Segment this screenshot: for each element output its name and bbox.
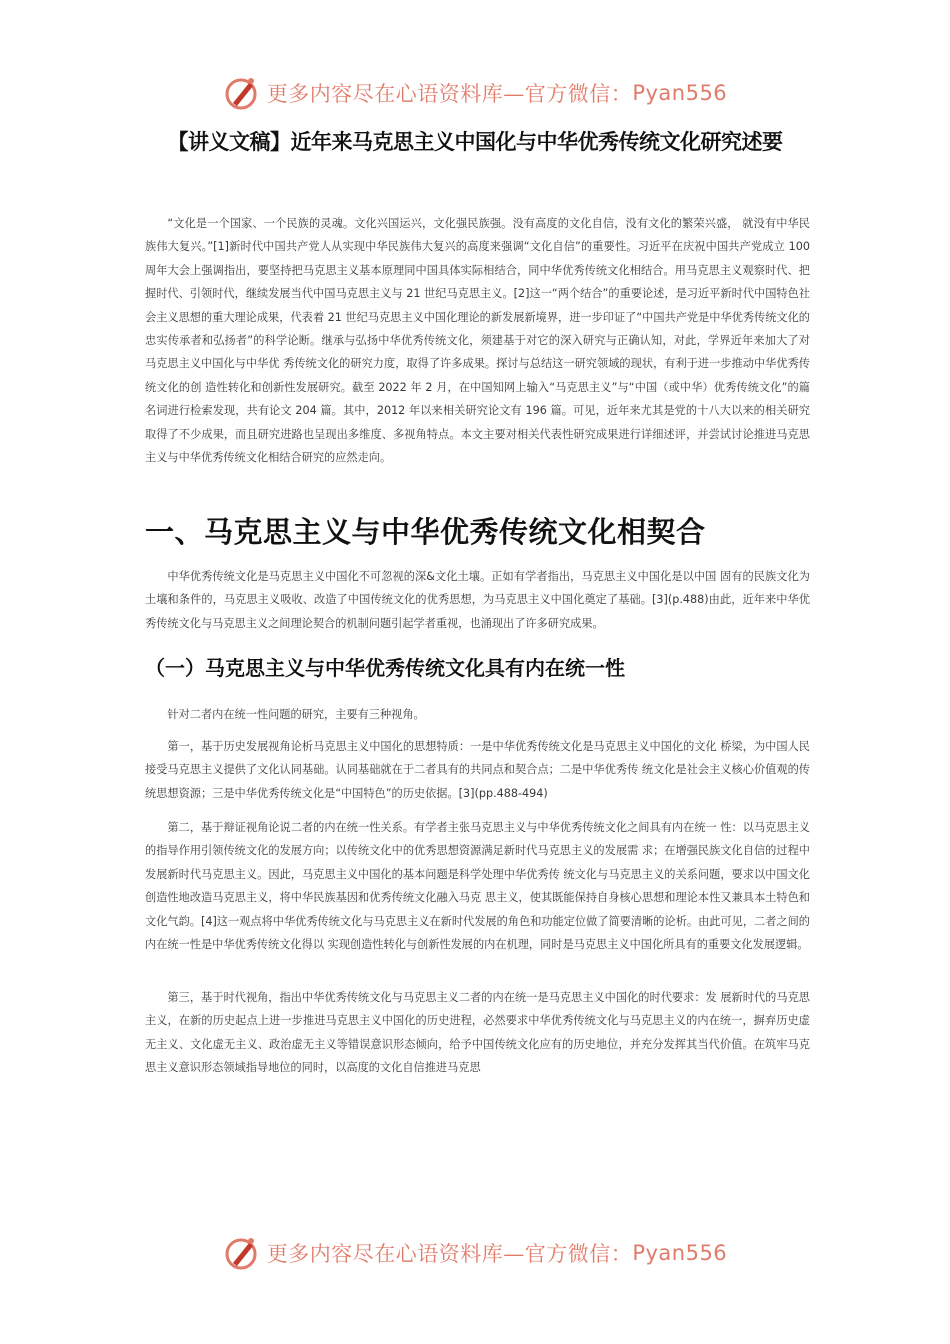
point-3-paragraph: 第三，基于时代视角，指出中华优秀传统文化与马克思主义二者的内在统一是马克思主义中国化的时代要求：发 展新时代的马克思主义，在新的历史起点上进一步推进马克思主义中国化的历史进程，必然要求中华优秀传统文化与马克思主义的内在统一，摒弃历史虚无主义、文化虚无主义、政治虚无主义等错误意识形态倾向，给予中国传统文化应有的历史地位，并充分发挥其当代价值。在筑牢马克思主义意识形态领域指导地位的同时，以高度的文化自信推进马克思 xyxy=(145,991,810,1075)
header-banner xyxy=(0,68,950,118)
subsection-heading-1: （一）马克思主义与中华优秀传统文化具有内在统一性 xyxy=(145,656,625,680)
section-1-paragraph: 中华优秀传统文化是马克思主义中国化不可忽视的深&文化土壤。正如有学者指出，马克思主义中国化是以中国 固有的民族文化为土壤和条件的，马克思主义吸收、改造了中国传统文化的优秀思想，为马克思主义中国化奠定了基础。[3](p.488)由此，近年来中华优秀传统文化与马克思主义之间理论契合的机制问题引起学者重视，也涌现出了许多研究成果。 xyxy=(145,570,810,630)
document-title: 【讲义文稿】近年来马克思主义中国化与中华优秀传统文化研究述要 xyxy=(167,130,783,154)
section-heading-1: 一、马克思主义与中华优秀传统文化相契合 xyxy=(145,515,706,549)
footer-banner xyxy=(0,1228,950,1278)
banner-text: 更多内容尽在心语资料库—官方微信： xyxy=(266,82,633,106)
point-1-paragraph: 第一，基于历史发展视角论析马克思主义中国化的思想特质：一是中华优秀传统文化是马克思主义中国化的文化 桥梁，为中国人民接受马克思主义提供了文化认同基础。认同基础就在于二者具有的共同点和契合点；二是中华优秀传 统文化是社会主义核心价值观的传统思想资源；三是中华优秀传统文化是“中国特色”的历史依据。[3](pp.488-494) xyxy=(145,740,810,800)
subsection-intro-paragraph: 针对二者内在统一性问题的研究，主要有三种视角。 xyxy=(167,708,425,721)
intro-paragraph: “文化是一个国家、一个民族的灵魂。文化兴国运兴，文化强民族强。没有高度的文化自信，没有文化的繁荣兴盛， 就没有中华民族伟大复兴。”[1]新时代中国共产党人从实现中华民族伟大复兴的高度来强调“文化自信”的重要性。习近平在庆祝中国共产党成立 100 周年大会上强调指出，要坚持把马克思主义基本原理同中国具体实际相结合，同中华优秀传统文化相结合。用马克思主义观察时代、把握时代、引领时代，继续发展当代中国马克思主义与 21 世纪马克思主义。[2]这一“两个结合”的重要论述，是习近平新时代中国特色社会主义思想的重大理论成果，代表着 21 世纪马克思主义中国化理论的新发展新境界，进一步印证了“中国共产党是中华优秀传统文化的忠实传承者和弘扬者”的科学论断。继承与弘扬中华优秀传统文化，须建基于对它的深入研究与正确认知，对此，学界近年来加大了对马克思主义中国化与中华优 秀传统文化的研究力度，取得了许多成果。探讨与总结这一研究领域的现状，有利于进一步推动中华优秀传统文化的创 造性转化和创新性发展研究。截至 2022 年 2 月，在中国知网上输入“马克思主义”与“中国（或中华）优秀传统文化”的篇名词进行检索发现，共有论文 204 篇。其中，2012 年以来相关研究论文有 196 篇。可见，近年来尤其是党的十八大以来的相关研究取得了不少成果，而且研究进路也呈现出多维度、多视角特点。本文主要对相关代表性研究成果进行详细述评，并尝试讨论推进马克思主义与中华优秀传统文化相结合研究的应然走向。 xyxy=(145,217,810,465)
pen-circle-logo-icon xyxy=(223,73,263,113)
wechat-id: Pyan556 xyxy=(632,81,728,105)
pen-circle-logo-icon xyxy=(223,1233,263,1273)
banner-text: 更多内容尽在心语资料库—官方微信： xyxy=(266,1242,633,1266)
wechat-id: Pyan556 xyxy=(632,1241,728,1265)
point-2-paragraph: 第二，基于辩证视角论说二者的内在统一性关系。有学者主张马克思主义与中华优秀传统文化之间具有内在统一 性：以马克思主义的指导作用引领传统文化的发展方向；以传统文化中的优秀思想资源满足新时代马克思主义的发展需 求；在增强民族文化自信的过程中发展新时代马克思主义。因此，马克思主义中国化的基本问题是科学处理中华优秀传 统文化与马克思主义的关系问题，要求以中国文化创造性地改造马克思主义，将中华民族基因和优秀传统文化融入马克 思主义，使其既能保持自身核心思想和理论本性又兼具本土特色和文化气韵。[4]这一观点将中华优秀传统文化与马克思主义在新时代发展的角色和功能定位做了简要清晰的论析。由此可见，二者之间的内在统一性是中华优秀传统文化得以 实现创造性转化与创新性发展的内在机理，同时是马克思主义中国化所具有的重要文化发展逻辑。 xyxy=(145,821,810,952)
